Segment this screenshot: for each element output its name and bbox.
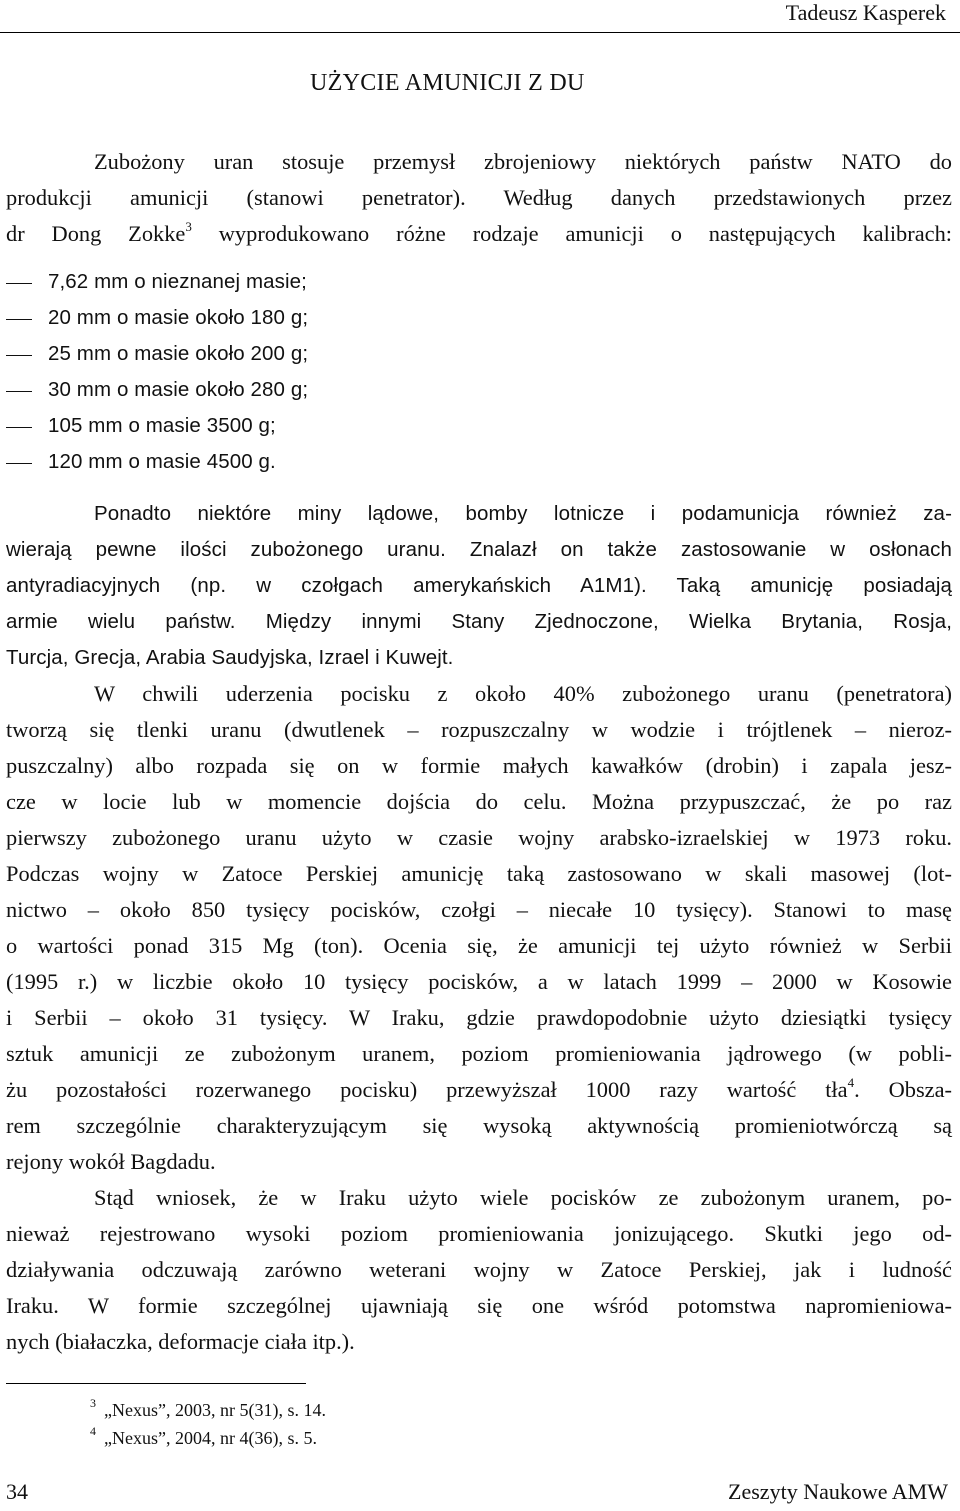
list-item-text: 120 mm o masie 4500 g. [48, 450, 276, 473]
footnote-text: „Nexus”, 2004, nr 4(36), s. 5. [104, 1428, 317, 1448]
footnote-ref: 4 [847, 1075, 855, 1090]
body-text-line: pierwszy zubożonego uranu użyto w czasie wojny arabsko-izraelskiej w 1973 roku. [6, 825, 952, 850]
footnote-mark: 3 [90, 1396, 96, 1410]
body-text-line: nych (białaczka, deformacje ciała itp.). [6, 1329, 355, 1354]
body-text-line: cze w locie lub w momencie dojścia do celu. Można przypuszczać, że po raz [6, 789, 952, 814]
body-text-line: o wartości ponad 315 Mg (ton). Ocenia się, że amunicji tej użyto również w Serbii [6, 933, 952, 958]
body-text-line: armie wielu państw. Między innymi Stany Zjednoczone, Wielka Brytania, Rosja, [6, 610, 952, 633]
body-text-line: Stąd wniosek, że w Iraku użyto wiele pocisków ze zubożonym uranem, po- [94, 1185, 952, 1210]
body-text-line: rem szczególnie charakteryzującym się wysoką aktywnością promieniotwórczą są [6, 1113, 952, 1138]
dash-bullet [6, 355, 32, 356]
body-text-line: Podczas wojny w Zatoce Perskiej amunicję taką zastosowano w skali masowej (lot- [6, 861, 952, 886]
list-item-text: 20 mm o masie około 180 g; [48, 306, 309, 329]
journal-name: Zeszyty Naukowe AMW [728, 1479, 948, 1504]
body-text-segment: żu pozostałości rozerwanego pocisku) przewyższał 1000 razy wartość tła [6, 1077, 848, 1102]
body-text-line: tworzą się tlenki uranu (dwutlenek – rozpuszczalny w wodzie i trójtlenek – nieroz- [6, 717, 952, 742]
body-text-line: Zubożony uran stosuje przemysł zbrojeniowy niektórych państw NATO do [94, 149, 952, 174]
body-text-line: rejony wokół Bagdadu. [6, 1149, 216, 1174]
list-item-text: 30 mm o masie około 280 g; [48, 378, 309, 401]
footnote-rule [6, 1383, 306, 1384]
body-text-line: Turcja, Grecja, Arabia Saudyjska, Izrael i Kuwejt. [6, 646, 454, 669]
footnote [90, 1398, 326, 1422]
body-text-line: Iraku. W formie szczególnej ujawniają się one wśród potomstwa napromieniowa- [6, 1293, 952, 1318]
list-item-text: 25 mm o masie około 200 g; [48, 342, 309, 365]
footnote [90, 1426, 317, 1450]
dash-bullet [6, 427, 32, 428]
dash-bullet [6, 463, 32, 464]
header-rule [0, 32, 960, 33]
dash-bullet [6, 283, 32, 284]
body-text-line [6, 1072, 952, 1108]
body-text-segment: wyprodukowano różne rodzaje amunicji o następujących kalibrach: [191, 221, 952, 246]
footnote-text: „Nexus”, 2003, nr 5(31), s. 14. [104, 1400, 326, 1420]
body-text-line: produkcji amunicji (stanowi penetrator). Według danych przedstawionych przez [6, 185, 952, 210]
body-text-line: nictwo – około 850 tysięcy pocisków, czołgi – niecałe 10 tysięcy). Stanowi to masę [6, 897, 952, 922]
dash-bullet [6, 391, 32, 392]
body-text-line: (1995 r.) w liczbie około 10 tysięcy pocisków, a w latach 1999 – 2000 w Kosowie [6, 969, 952, 994]
body-text-segment: dr Dong Zokke [6, 221, 186, 246]
body-text-line: wierają pewne ilości zubożonego uranu. Znalazł on także zastosowanie w osłonach [6, 538, 952, 561]
list-item-text: 105 mm o masie 3500 g; [48, 414, 276, 437]
list-item-text: 7,62 mm o nieznanej masie; [48, 270, 307, 293]
body-text-line: nieważ rejestrowano wysoki poziom promieniowania jonizującego. Skutki jego od- [6, 1221, 952, 1246]
body-text-line: Ponadto niektóre miny lądowe, bomby lotnicze i podamunicja również za- [94, 502, 952, 525]
body-text-line: W chwili uderzenia pocisku z około 40% zubożonego uranu (penetratora) [94, 681, 952, 706]
body-text-line: działywania odczuwają zarówno weterani wojny w Zatoce Perskiej, jak i ludność [6, 1257, 952, 1282]
body-text-line: sztuk amunicji ze zubożonym uranem, poziom promieniowania jądrowego (w pobli- [6, 1041, 952, 1066]
body-text-line [6, 216, 952, 252]
body-text-segment: . Obsza- [854, 1077, 952, 1102]
page-number: 34 [6, 1479, 28, 1504]
footnote-ref: 3 [185, 219, 192, 234]
footnote-mark: 4 [90, 1424, 96, 1438]
body-text-line: antyradiacyjnych (np. w czołgach amerykańskich A1M1). Taką amunicję posiadają [6, 574, 952, 597]
body-text-line: puszczalny) albo rozpada się on w formie małych kawałków (drobin) i zapala jesz- [6, 753, 952, 778]
section-title: UŻYCIE AMUNICJI Z DU [310, 70, 585, 96]
body-text-line: i Serbii – około 31 tysięcy. W Iraku, gdzie prawdopodobnie użyto dziesiątki tysięcy [6, 1005, 952, 1030]
running-head-author: Tadeusz Kasperek [785, 0, 946, 25]
dash-bullet [6, 319, 32, 320]
